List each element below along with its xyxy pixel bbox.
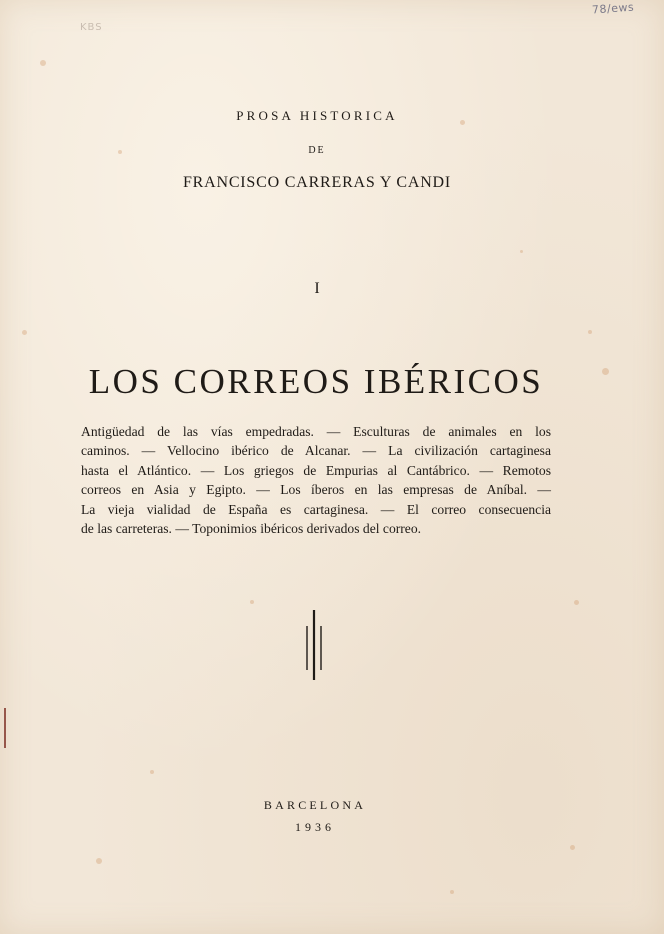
preposition-de: DE [308,145,326,156]
foxing-spot [520,250,523,253]
foxing-spot [96,858,102,864]
foxing-spot [22,330,27,335]
volume-number: I [314,280,320,297]
summary-line: Antigüedad de las vías empedradas. — Esculturas de animales en los [81,424,551,439]
foxing-spot [588,330,592,334]
summary-line: hasta el Atlántico. — Los griegos de Empurias al Cantábrico. — Remotos [81,462,551,478]
foxing-spot [570,845,575,850]
vertical-rule-ornament [304,608,324,682]
contents-summary [81,422,551,538]
series-title: PROSA HISTORICA [236,108,398,123]
imprint-city: BARCELONA [263,798,367,812]
book-title: LOS CORREOS IBÉRICOS [88,362,544,401]
foxing-spot [574,600,579,605]
foxing-spot [450,890,454,894]
faint-pencil-note: KBS [80,22,103,33]
author-name: FRANCISCO CARRERAS Y CANDI [182,174,452,191]
summary-line: La vieja vialidad de España es cartaginesa. — El correo consecuencia [81,501,551,517]
summary-line: caminos. — Vellocino ibérico de Alcanar. — La civilización cartaginesa [81,443,551,459]
edge-stain [4,708,6,748]
foxing-spot [40,60,46,66]
summary-line: correos en Asia y Egipto. — Los íberos en las empresas de Aníbal. — [81,482,551,498]
foxing-spot [602,368,609,375]
foxing-spot [150,770,154,774]
foxing-spot [250,600,254,604]
summary-line: de las carreteras. — Toponimios ibéricos derivados del correo. [81,521,422,537]
handwritten-catalog-note: 78/ews [591,0,635,17]
imprint-year: 1936 [295,820,335,834]
